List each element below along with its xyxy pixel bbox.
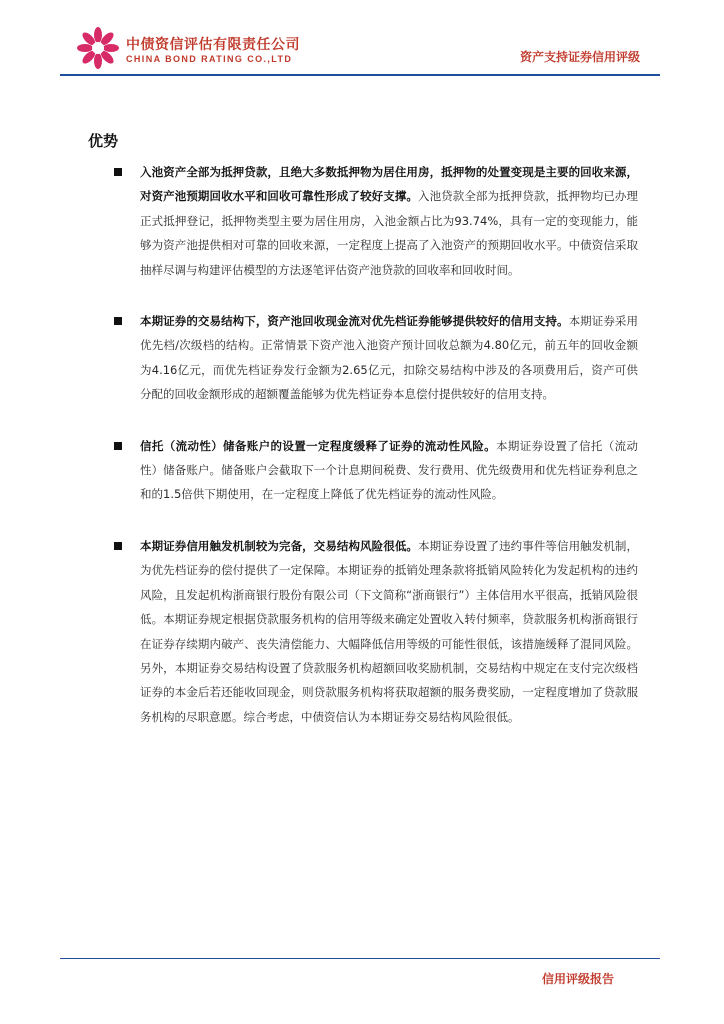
- footer-label: 信用评级报告: [541, 972, 614, 986]
- bullet-list: [110, 160, 638, 756]
- bullet-item: [110, 534, 638, 729]
- bullet-paragraph: [140, 534, 638, 729]
- bullet-body: 本期证券设置了信托（流动性）储备账户。储备账户会截取下一个计息期间税费、发行费用、优先级费用和优先档证券利息之和的1.5倍供下期使用，在一定程度上降低了优先档证券的流动性风险。: [140, 438, 639, 502]
- bullet-body: 本期证券采用优先档/次级档的结构。正常情景下资产池入池资产预计回收总额为4.80亿元，前五年的回收金额为4.16亿元，而优先档证券发行金额为2.65亿元，扣除交易结构中涉及的各项费用后，资产可供分配的回收金额形成的超额覆盖能够为优先档证券本息偿付提供较好的信用支持。: [140, 314, 639, 402]
- report-type-label: 资产支持证券信用评级: [519, 50, 640, 64]
- bullet-heading: 入池资产全部为抵押贷款，且绝大多数抵押物为居住用房，抵押物的处置变现是主要的回收来源，对资产池预期回收水平和回收可靠性形成了较好支撑。: [140, 165, 638, 204]
- bullet-paragraph: [140, 309, 638, 407]
- footer-divider: [60, 958, 660, 959]
- company-name-en: CHINA BOND RATING CO.,LTD: [126, 54, 293, 64]
- company-logo-icon: [76, 26, 120, 70]
- square-bullet-icon: [114, 317, 122, 325]
- bullet-paragraph: [140, 434, 638, 507]
- square-bullet-icon: [114, 542, 122, 550]
- bullet-heading: 信托（流动性）储备账户的设置一定程度缓释了证券的流动性风险。: [140, 438, 496, 453]
- bullet-body: 本期证券设置了违约事件等信用触发机制，为优先档证券的偿付提供了一定保障。本期证券的抵销处理条款将抵销风险转化为发起机构的违约风险，且发起机构浙商银行股份有限公司（下文简称“浙商银行”）主体信用水平很高，抵销风险很低。本期证券规定根据贷款服务机构的信用等级来确定处置收入转付频率，贷款服务机构浙商银行在证券存续期内破产、丧失清偿能力、大幅降低信用等级的可能性很低，该措施缓释了混同风险。另外，本期证券交易结构设置了贷款服务机构超额回收奖励机制，交易结构中规定在支付完次级档证券的本金后若还能收回现金，则贷款服务机构将获取超额的服务费奖励，一定程度增加了贷款服务机构的尽职意愿。综合考虑，中债资信认为本期证券交易结构风险很低。: [140, 538, 638, 724]
- bullet-item: [110, 309, 638, 407]
- bullet-heading: 本期证券信用触发机制较为完备，交易结构风险很低。: [140, 538, 418, 553]
- bullet-item: [110, 160, 638, 282]
- section-title: 优势: [88, 132, 119, 150]
- square-bullet-icon: [114, 442, 122, 450]
- bullet-heading: 本期证券的交易结构下，资产池回收现金流对优先档证券能够提供较好的信用支持。: [140, 314, 569, 329]
- bullet-paragraph: [140, 160, 638, 282]
- bullet-item: [110, 434, 638, 507]
- square-bullet-icon: [114, 168, 122, 176]
- bullet-body: 入池贷款全部为抵押贷款，抵押物均已办理正式抵押登记，抵押物类型主要为居住用房，入池金额占比为93.74%，具有一定的变现能力，能够为资产池提供相对可靠的回收来源，一定程度上提高了入池资产的预期回收水平。中债资信采取抽样尽调与构建评估模型的方法逐笔评估资产池贷款的回收率和回收时间。: [140, 189, 638, 277]
- company-name-cn: 中债资信评估有限责任公司: [126, 37, 300, 53]
- header-divider: [60, 74, 660, 76]
